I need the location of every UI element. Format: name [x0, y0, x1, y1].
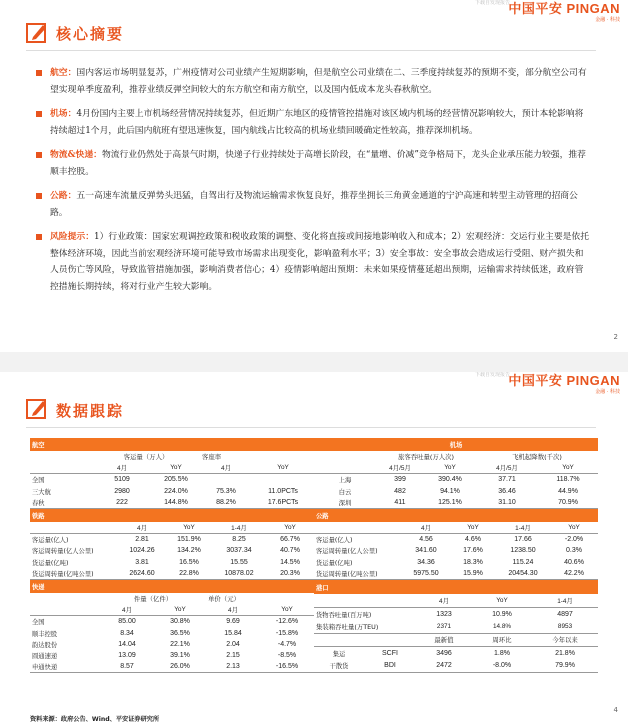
cell: 3037.34	[226, 547, 252, 555]
page-data-tracking	[0, 372, 628, 726]
cell: 125.1%	[424, 497, 476, 509]
table-title: 铁路	[30, 509, 314, 522]
table-row	[30, 627, 314, 638]
cell: 2371	[416, 620, 472, 633]
row-label: 货运量(亿吨)	[316, 559, 353, 567]
cell: 75.3%	[216, 487, 236, 495]
cell: 36.46	[498, 487, 516, 495]
cell: 2.15	[226, 651, 240, 659]
cell: 341.60	[415, 547, 437, 555]
table-row	[30, 661, 314, 673]
cell: 34.36	[417, 558, 435, 566]
cell: 1323	[436, 610, 452, 618]
table-row	[30, 639, 314, 650]
bullet-aviation	[36, 65, 592, 98]
cell: 2.81	[135, 536, 149, 544]
cell: 11.0PCTs	[268, 487, 298, 495]
cell: 222	[92, 497, 152, 509]
cell: 118.7%	[556, 476, 580, 484]
column-header: YoY	[538, 462, 598, 474]
cell: 4.6%	[465, 536, 481, 544]
row-label: 韵达股份	[32, 641, 58, 649]
bullet-text: 物流行业仍然处于高景气时期，快递子行业持续处于高增长阶段，在“量增、价减”竞争格局下，龙头企业承压能力较强，推荐顺丰控股。	[50, 150, 586, 177]
bullet-text: 1）行业政策：国家宏观调控政策和税收政策的调整、变化将直接或间接地影响收入和成本；2）宏观经济：交运行业主要是依托整体经济环境，因此当前宏观经济环境可能导致市场需求出现变化，影响盈利水平；3）安全事故：安全事故会造成运行受阻、财产损失和人员伤亡等风险，导致监管措施加强，影响消费者信心；4）疫情影响超出预期：未来如果疫情蔓延超出预期，运输需求持续低迷，政府管控措施长期持续，将对行业产生较大影响。	[50, 232, 590, 292]
cell: 390.4%	[438, 476, 462, 484]
cell	[200, 474, 252, 486]
cell: 22.1%	[170, 640, 190, 648]
cell: 144.8%	[152, 497, 200, 509]
column-group-header: 客运量（万人）	[123, 453, 169, 462]
cell: 85.00	[118, 618, 136, 626]
column-header: 最新值	[416, 633, 472, 647]
cell: 8953	[532, 620, 598, 633]
bullet-marker	[36, 111, 42, 117]
cell: 40.7%	[280, 547, 300, 555]
cell: 224.0%	[164, 487, 188, 495]
cell: -12.6%	[275, 618, 299, 626]
table-row	[30, 545, 314, 556]
section-title: 核心摘要	[56, 25, 125, 43]
row-label: 集运	[332, 650, 346, 658]
row-label: 客运量(亿人)	[32, 537, 69, 545]
bullet-text: 五一高速车流量反弹势头迅猛，自驾出行及物流运输需求恢复良好，推荐坐拥长三角黄金通道的宁沪高速和转型主动管理的招商公路。	[50, 191, 578, 218]
table-row	[30, 568, 314, 580]
table-title: 港口	[314, 580, 598, 594]
cell: 17.66	[514, 536, 532, 544]
aviation-table	[30, 438, 314, 509]
brand-logo	[508, 372, 620, 395]
cell: 0.3%	[566, 547, 582, 555]
highway-table	[314, 509, 598, 580]
express-table	[30, 580, 314, 673]
column-header: 今年以来	[532, 633, 598, 647]
row-label: 货运周转量(亿吨公里)	[30, 568, 118, 580]
data-source-note: 资料来源：政府公告、Wind、平安证券研究所	[30, 716, 160, 723]
cell: 70.9%	[538, 497, 598, 509]
cell: 40.6%	[564, 558, 584, 566]
table-row	[30, 650, 314, 661]
column-header: 周环比	[472, 633, 532, 647]
column-header: 1-4月	[532, 594, 598, 607]
cell: 4.56	[419, 536, 433, 544]
row-label: 货物吞吐量(百万吨)	[316, 611, 372, 619]
cell: 3496	[436, 649, 452, 657]
cell	[252, 474, 314, 486]
row-label: 干散货	[314, 660, 364, 673]
row-label: 顺丰控股	[32, 630, 58, 638]
brand-name: 中国平安 PINGAN	[508, 1, 620, 16]
cell: 10878.02	[212, 568, 266, 580]
cell: 134.2%	[177, 547, 201, 555]
table-row	[30, 474, 314, 486]
table-row	[314, 474, 598, 486]
column-header: 4月/5月	[476, 462, 538, 474]
bullet-label: 风险提示：	[50, 232, 94, 242]
bullet-marker	[36, 234, 42, 240]
bullet-airport	[36, 106, 592, 139]
column-header: 4月	[200, 462, 252, 474]
cell: 16.5%	[179, 558, 199, 566]
cell: 399	[394, 476, 406, 484]
section-title: 数据跟踪	[56, 402, 125, 420]
column-group-header: 飞机起降数(千次)	[512, 453, 562, 462]
cell: SCFI	[382, 649, 398, 657]
section-divider	[26, 50, 596, 51]
row-label: 全国	[32, 477, 45, 485]
bullet-highway	[36, 188, 592, 221]
bullet-marker	[36, 70, 42, 76]
bullet-marker	[36, 152, 42, 158]
column-header: YoY	[260, 604, 314, 616]
pencil-note-icon	[26, 22, 48, 44]
cell: 411	[376, 497, 424, 509]
column-header: 4月/5月	[376, 462, 424, 474]
table-row	[314, 620, 598, 633]
row-label: 白云	[338, 488, 352, 496]
bullet-label: 公路：	[50, 191, 77, 201]
table-title: 公路	[314, 509, 598, 522]
cell: 15.55	[230, 558, 248, 566]
column-header: YoY	[152, 462, 200, 474]
cell: 20454.30	[496, 568, 550, 580]
table-row	[30, 557, 314, 568]
page-core-summary	[0, 0, 628, 352]
cell: 8.34	[120, 629, 134, 637]
cell: 2624.60	[118, 568, 166, 580]
cell: 15.84	[224, 629, 242, 637]
cell: 2.13	[206, 661, 260, 673]
table-row	[314, 647, 598, 660]
brand-name: 中国平安 PINGAN	[508, 373, 620, 388]
cell: 8.25	[232, 536, 246, 544]
cell: 36.5%	[170, 629, 190, 637]
column-header: YoY	[154, 604, 206, 616]
cell: 151.9%	[177, 536, 201, 544]
cell: 94.1%	[440, 487, 460, 495]
cell: 18.3%	[463, 558, 483, 566]
cell: 1024.26	[129, 547, 155, 555]
brand-logo	[508, 0, 620, 23]
section-divider	[26, 427, 596, 428]
bullet-label: 机场：	[50, 109, 77, 119]
page-number: 4	[613, 706, 618, 714]
cell: 14.5%	[280, 558, 300, 566]
row-label: 集装箱吞吐量(万TEU)	[314, 620, 416, 633]
cell: 8.57	[100, 661, 154, 673]
row-label: 深圳	[314, 497, 376, 509]
bullet-label: 航空：	[50, 68, 77, 78]
column-header: 1-4月	[212, 522, 266, 534]
cell: 115.24	[512, 558, 534, 566]
row-label: 货运周转量(亿吨公里)	[314, 568, 402, 580]
cell: 1238.50	[510, 547, 536, 555]
cell: 37.71	[498, 476, 516, 484]
cell: -2.0%	[564, 536, 584, 544]
cell: 14.04	[118, 640, 136, 648]
data-tables	[30, 438, 598, 673]
cell: 44.9%	[558, 487, 578, 495]
bullet-label: 物流&快递：	[50, 150, 102, 160]
cell: 88.2%	[200, 497, 252, 509]
cell: 5975.50	[402, 568, 450, 580]
row-label: 全国	[32, 619, 45, 627]
column-group-header: 单价（元）	[208, 594, 240, 603]
cell: 2980	[114, 487, 130, 495]
brand-tagline: 金融 · 科技	[595, 17, 620, 23]
cell: 42.2%	[550, 568, 598, 580]
row-label: 春秋	[30, 497, 92, 509]
table-row	[314, 557, 598, 568]
cell: 9.69	[226, 618, 240, 626]
column-group-header: 客座率	[202, 453, 222, 462]
column-header: 4月	[416, 594, 472, 607]
column-header: YoY	[166, 522, 212, 534]
cell: 22.8%	[166, 568, 212, 580]
cell: 20.3%	[266, 568, 314, 580]
cell: 39.1%	[170, 651, 190, 659]
cell: 14.8%	[472, 620, 532, 633]
cell: 5109	[114, 476, 130, 484]
table-row	[30, 616, 314, 628]
row-label: 客运周转量(亿人公里)	[32, 548, 94, 556]
table-row	[314, 660, 598, 673]
column-group-header: 旅客吞吐量(万人次)	[397, 453, 455, 462]
table-row	[30, 497, 314, 509]
column-header: YoY	[550, 522, 598, 534]
page-number: 2	[613, 333, 618, 341]
column-header: 4月	[92, 462, 152, 474]
port-table	[314, 580, 598, 673]
cell: -8.0%	[472, 660, 532, 673]
column-header: YoY	[252, 462, 314, 474]
cell: 2.04	[226, 640, 240, 648]
cell: -15.8%	[275, 629, 299, 637]
brand-tagline: 金融 · 科技	[595, 389, 620, 395]
bullet-risk	[36, 229, 592, 295]
column-header: YoY	[450, 522, 496, 534]
table-title: 快递	[30, 580, 314, 593]
row-label: 申通快递	[30, 661, 100, 673]
table-row	[314, 534, 598, 546]
table-row	[314, 486, 598, 497]
row-label: 客运量(亿人)	[316, 537, 353, 545]
download-watermark: 下载自发现报告	[474, 0, 510, 6]
cell: 13.09	[118, 651, 136, 659]
row-label: 三大航	[32, 488, 51, 496]
table-row	[30, 486, 314, 497]
rail-table	[30, 509, 314, 580]
cell: -16.5%	[260, 661, 314, 673]
cell: 482	[394, 487, 406, 495]
row-label: 货运量(亿吨)	[32, 559, 69, 567]
cell: 66.7%	[280, 536, 300, 544]
cell: BDI	[364, 660, 416, 673]
column-header: 4月	[118, 522, 166, 534]
cell: 17.6PCTs	[252, 497, 314, 509]
cell: 79.9%	[532, 660, 598, 673]
row-label: 上海	[338, 477, 352, 485]
cell: 26.0%	[154, 661, 206, 673]
cell: 1.8%	[494, 649, 510, 657]
table-row	[314, 497, 598, 509]
table-title: 机场	[314, 438, 598, 451]
cell: -4.7%	[277, 640, 297, 648]
column-header: 4月	[402, 522, 450, 534]
cell: 4897	[557, 610, 573, 618]
table-row	[314, 568, 598, 580]
cell: 17.6%	[463, 547, 483, 555]
table-title: 航空	[30, 438, 314, 451]
cell: 30.8%	[170, 618, 190, 626]
table-row	[30, 534, 314, 546]
row-label: 客运周转量(亿人公里)	[316, 548, 378, 556]
table-row	[314, 545, 598, 556]
cell: 21.8%	[555, 649, 575, 657]
cell: 3.81	[135, 558, 149, 566]
row-label: 圆通速递	[32, 652, 58, 660]
column-group-header: 件量（亿件）	[133, 594, 173, 603]
bullet-logistics	[36, 147, 592, 180]
column-header: YoY	[424, 462, 476, 474]
bullet-text: 4月份国内主要上市机场经营情况持续复苏，但近期广东地区的疫情管控措施对该区域内机场的经营情况影响较大，预计本轮影响将持续超过1个月，此后国内航班有望迅速恢复，国内航线占比较高的机场业绩回暖确定性较高，推荐深圳机场。	[50, 109, 584, 136]
column-header: 4月	[100, 604, 154, 616]
cell: 2472	[416, 660, 472, 673]
cell: 10.9%	[492, 610, 512, 618]
bullet-text: 国内客运市场明显复苏，广州疫情对公司业绩产生短期影响，但是航空公司业绩在二、三季度持续复苏的预期不变，部分航空公司有望实现单季度盈利，推荐业绩反弹空间较大的东方航空和南方航空，以及国内低成本龙头春秋航空。	[50, 68, 587, 95]
cell: -8.5%	[277, 651, 297, 659]
column-header: 1-4月	[496, 522, 550, 534]
summary-list	[36, 65, 592, 303]
cell: 31.10	[476, 497, 538, 509]
column-header: 4月	[206, 604, 260, 616]
cell: 205.5%	[164, 476, 188, 484]
column-header: YoY	[472, 594, 532, 607]
bullet-marker	[36, 193, 42, 199]
column-header: YoY	[266, 522, 314, 534]
airport-table	[314, 438, 598, 509]
download-watermark: 下载自发现报告	[474, 372, 510, 378]
pencil-note-icon	[26, 398, 48, 420]
cell: 15.9%	[450, 568, 496, 580]
table-row	[314, 607, 598, 620]
